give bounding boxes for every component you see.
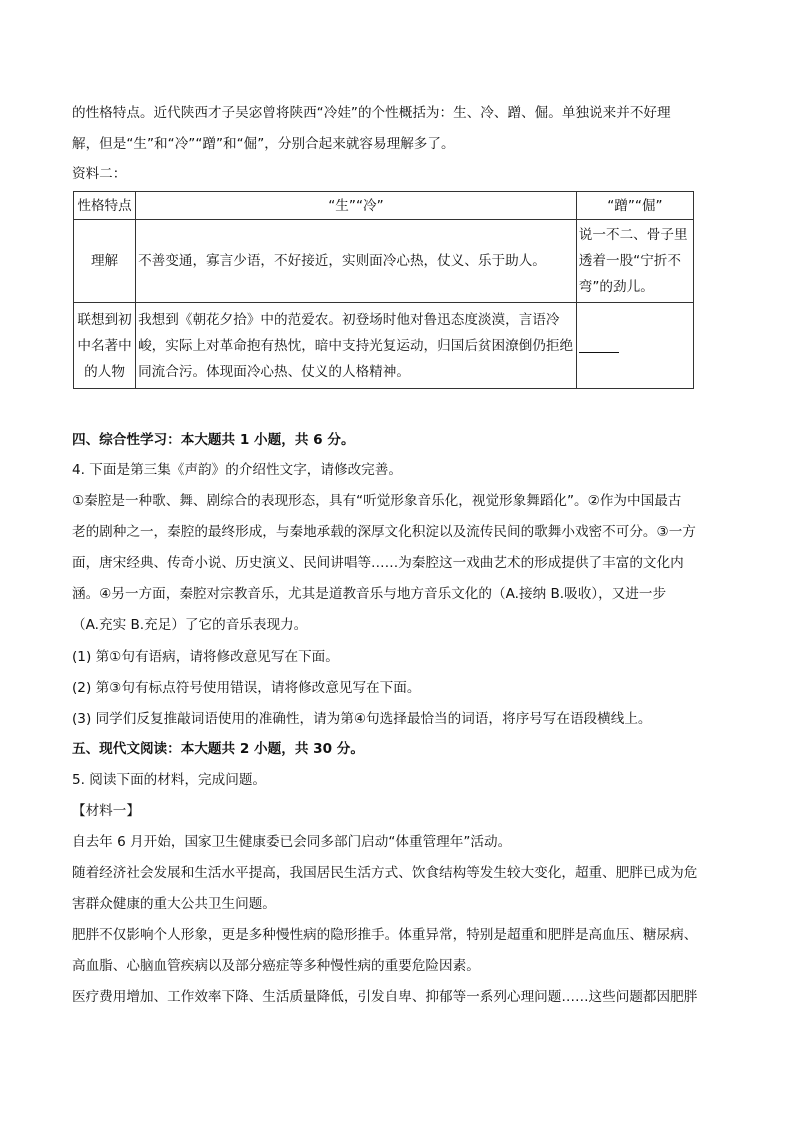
- paragraph-line: 肥胖不仅影响个人形象，更是多种慢性病的隐形推手。体重异常，特别是超重和肥胖是高血压、糖尿病、: [72, 927, 698, 943]
- sub-question: (1) 第①句有语病，请将修改意见写在下面。: [72, 649, 339, 665]
- table-header-cell: “蹭”“倔”: [576, 192, 693, 220]
- paragraph-line: 解，但是“生”和“冷”“蹭”和“倔”，分别合起来就容易理解多了。: [72, 136, 455, 152]
- material-label: 资料二：: [72, 166, 127, 182]
- paragraph-line: 老的剧种之一，秦腔的最终形成，与秦地承载的深厚文化积淀以及流传民间的歌舞小戏密不可分。③一方: [72, 524, 696, 540]
- paragraph-line: ①秦腔是一种歌、舞、剧综合的表现形态，具有“听觉形象音乐化，视觉形象舞蹈化”。②作为中国最古: [72, 493, 682, 509]
- personality-table: [73, 191, 694, 389]
- section-title: 四、综合性学习：本大题共 1 小题，共 6 分。: [72, 432, 355, 448]
- paragraph-line: 高血脂、心脑血管疾病以及部分癌症等多种慢性病的重要危险因素。: [72, 958, 480, 974]
- table-header-cell: 性格特点: [74, 192, 136, 220]
- question-title: 4. 下面是第三集《声韵》的介绍性文字，请修改完善。: [72, 462, 402, 478]
- section-title: 五、现代文阅读：本大题共 2 小题，共 30 分。: [72, 741, 364, 757]
- paragraph-line: 面，唐宋经典、传奇小说、历史演义、民间讲唱等……为秦腔这一戏曲艺术的形成提供了丰富的文化内: [72, 555, 684, 571]
- paragraph-line: 医疗费用增加、工作效率下降、生活质量降低，引发自卑、抑郁等一系列心理问题……这些问题都因肥胖: [72, 989, 698, 1005]
- question-title: 5. 阅读下面的材料，完成问题。: [72, 772, 267, 788]
- table-cell: 不善变通，寡言少语，不好接近，实则面冷心热，仗义、乐于助人。: [136, 220, 577, 303]
- paragraph-line: 的性格特点。近代陕西才子吴宓曾将陕西“冷娃”的个性概括为：生、冷、蹭、倔。单独说来并不好理: [72, 105, 671, 121]
- paragraph-line: 害群众健康的重大公共卫生问题。: [72, 896, 276, 912]
- sub-question: (2) 第③句有标点符号使用错误，请将修改意见写在下面。: [72, 680, 421, 696]
- answer-blank[interactable]: [579, 338, 619, 353]
- answer-blank-cell: [576, 303, 693, 389]
- table-row: [74, 220, 694, 303]
- paragraph-line: 自去年 6 月开始，国家卫生健康委已会同多部门启动“体重管理年”活动。: [72, 834, 512, 850]
- table-row-label: 联想到初中名著中的人物: [74, 303, 136, 389]
- table-cell: 说一不二、骨子里透着一股“宁折不弯”的劲儿。: [576, 220, 693, 303]
- material-label: 【材料一】: [72, 803, 140, 819]
- table-row-label: 理解: [74, 220, 136, 303]
- paragraph-line: （A.充实 B.充足）了它的音乐表现力。: [72, 617, 308, 633]
- paragraph-line: 随着经济社会发展和生活水平提高，我国居民生活方式、饮食结构等发生较大变化，超重、肥胖已成为危: [72, 865, 698, 881]
- paragraph-line: 涵。④另一方面，秦腔对宗教音乐，尤其是道教音乐与地方音乐文化的（A.接纳 B.吸收），又进一步: [72, 586, 667, 602]
- table-row: [74, 303, 694, 389]
- sub-question: (3) 同学们反复推敲词语使用的准确性，请为第④句选择最恰当的词语，将序号写在语段横线上。: [72, 711, 652, 727]
- table-cell: 我想到《朝花夕拾》中的范爱农。初登场时他对鲁迅态度淡漠，言语冷峻，实际上对革命抱有热忱，暗中支持光复运动，归国后贫困潦倒仍拒绝同流合污。体现面冷心热、仗义的人格精神。: [136, 303, 577, 389]
- table-header-row: [74, 192, 694, 220]
- table-header-cell: “生”“冷”: [136, 192, 577, 220]
